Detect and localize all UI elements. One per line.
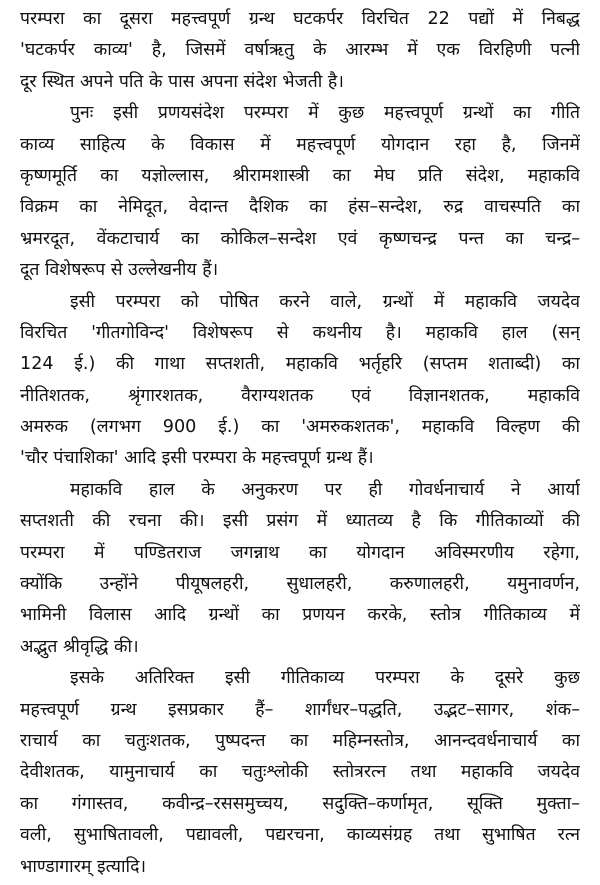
text-line: दूत विशेषरूप से उल्लेखनीय हैं।	[20, 260, 219, 281]
text-line: नीतिशतक, श्रृंगारशतक, वैराग्यशतक एवं विज्ञानशतक, महाकवि	[20, 385, 580, 406]
paragraph-4	[20, 475, 580, 663]
text-line: भामिनी विलास आदि ग्रन्थों का प्रणयन करके, स्तोत्र गीतिकाव्य में	[20, 605, 580, 626]
text-line: दूर स्थित अपने पति के पास अपना संदेश भेजती है।	[20, 71, 344, 92]
text-line: सप्तशती की रचना की। इसी प्रसंग में ध्यातव्य है कि गीतिकाव्यों की	[20, 511, 580, 532]
text-line: 'चौर पंचाशिका' आदि इसी परम्परा के महत्त्वपूर्ण ग्रन्थ हैं।	[20, 448, 374, 469]
text-line: परम्परा में पण्डितराज जगन्नाथ का योगदान अविस्मरणीय रहेगा,	[20, 542, 580, 563]
text-line: अमरुक (लगभग 900 ई.) का 'अमरुकशतक', महाकवि विल्हण की	[20, 417, 580, 438]
text-line: कृष्णमूर्ति का यज्ञोल्लास, श्रीरामशास्त्री का मेघ प्रति संदेश, महाकवि	[20, 165, 580, 186]
text-line: का गंगास्तव, कवीन्द्र–रससमुच्चय, सदुक्ति–कर्णामृत, सूक्ति मुक्ता–	[20, 793, 580, 814]
paragraph-3	[20, 287, 580, 475]
text-line: 124 ई.) की गाथा सप्तशती, महाकवि भर्तृहरि (सप्तम शताब्दी) का	[20, 354, 580, 375]
paragraph-2	[20, 98, 580, 286]
text-line: पुनः इसी प्रणयसंदेश परम्परा में कुछ महत्त्वपूर्ण ग्रन्थों का गीति	[70, 103, 580, 124]
text-line: अद्भुत श्रीवृद्धि की।	[20, 636, 139, 657]
text-line: इसके अतिरिक्त इसी गीतिकाव्य परम्परा के दूसरे कुछ	[70, 668, 580, 689]
text-line: परम्परा का दूसरा महत्त्वपूर्ण ग्रन्थ घटकर्पर विरचित 22 पद्यों में निबद्ध	[20, 9, 580, 29]
text-line: 'घटकर्पर काव्य' है, जिसमें वर्षाऋतु के आरम्भ में एक विरहिणी पत्नी	[20, 40, 580, 61]
text-line: भ्रमरदूत, वेंकटाचार्य का कोकिल–सन्देश एवं कृष्णचन्द्र पन्त का चन्द्र–	[20, 228, 580, 249]
paragraph-1	[20, 4, 580, 98]
text-line: वली, सुभाषितावली, पद्यावली, पद्यरचना, काव्यसंग्रह तथा सुभाषित रत्न	[20, 825, 580, 846]
text-line: महत्त्वपूर्ण ग्रन्थ इसप्रकार हैं– शार्गंधर–पद्धति, उद्भट–सागर, शंक–	[20, 699, 580, 720]
text-line: विक्रम का नेमिदूत, वेदान्त दैशिक का हंस–सन्देश, रुद्र वाचस्पति का	[20, 197, 580, 218]
text-line: विरचित 'गीतगोविन्द' विशेषरूप से कथनीय है। महाकवि हाल (सन्	[20, 322, 580, 343]
text-line: महाकवि हाल के अनुकरण पर ही गोवर्धनाचार्य ने आर्या	[70, 479, 580, 500]
text-line: इसी परम्परा को पोषित करने वाले, ग्रन्थों में महाकवि जयदेव	[70, 291, 580, 312]
text-line: देवीशतक, यामुनाचार्य का चतुःश्लोकी स्तोत्ररत्न तथा महाकवि जयदेव	[20, 762, 580, 783]
paragraph-5	[20, 663, 580, 883]
text-line: भाण्डागारम् इत्यादि।	[20, 856, 147, 877]
text-line: राचार्य का चतुःशतक, पुष्पदन्त का महिम्नस्तोत्र, आनन्दवर्धनाचार्य का	[20, 730, 580, 751]
text-line: क्योंकि उन्होंने पीयूषलहरी, सुधालहरी, करुणालहरी, यमुनावर्णन,	[20, 574, 580, 595]
text-line: काव्य साहित्य के विकास में महत्त्वपूर्ण योगदान रहा है, जिनमें	[20, 134, 580, 155]
